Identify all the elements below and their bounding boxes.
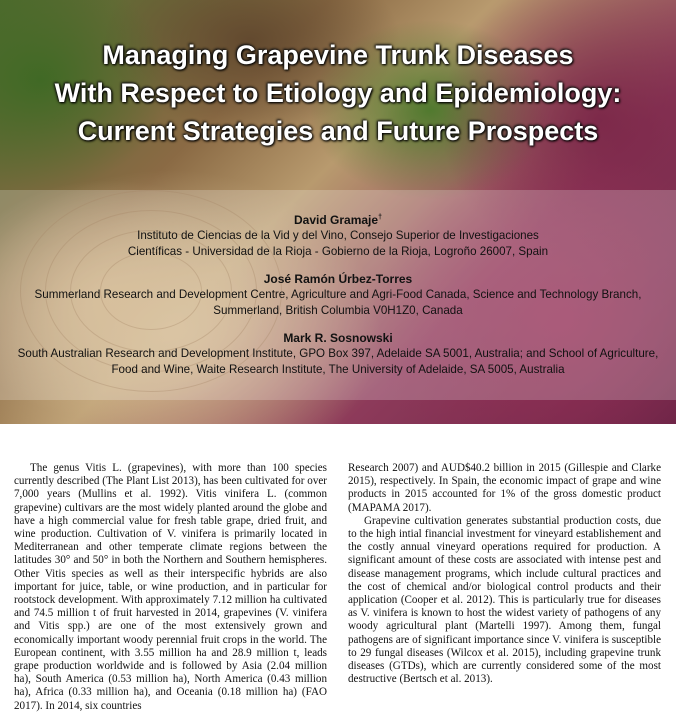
title-line-1: Managing Grapevine Trunk Diseases (102, 40, 574, 70)
author-name: José Ramón Úrbez-Torres (263, 272, 413, 286)
title-line-3: Current Strategies and Future Prospects (77, 116, 599, 146)
body-column-left (14, 462, 327, 713)
author-name: Mark R. Sosnowski (283, 331, 393, 345)
body-paragraph: The genus Vitis L. (grapevines), with more than 100 species currently described (The Plant List 2013), has been cultivated for over 7,000 years (Mullins et al. 1992). Vitis vinifera L. (common grapevine) cultivars are the most widely planted around the globe and have a high commercial value for fresh table grape, dried fruit, and wine production. Cultivation of V. vinifera is primarily located in Mediterranean and other temperate climate regions between the latitudes 30° and 50° in both the Northern and Southern hemispheres. Other Vitis species as well as their interspecific hybrids are also important for juice, table, or wine production, and in particular for rootstock development. With approximately 7.12 million ha cultivated and 74.5 million t of fruit harvested in 2014, grapevines (V. vinifera and Vitis spp.) are one of the most extensively grown and economically important woody perennial fruit crops in the world. The European continent, with 3.55 million ha and 28.9 million t, leads grape production worldwide and is followed by Asia (2.04 million ha), South America (0.53 million ha), North America (0.43 million ha), Africa (0.33 million ha), and Oceania (0.18 million ha) (FAO 2017). In 2014, six countries (14, 462, 327, 712)
author-footnote-mark: † (378, 214, 382, 221)
author-affiliation-line: South Australian Research and Development Institute, GPO Box 397, Adelaide SA 5001, Australia; and School of Agriculture, (17, 347, 659, 360)
paper-title (0, 36, 676, 150)
body-paragraph: Research 2007) and AUD$40.2 billion in 2015 (Gillespie and Clarke 2015), respectively. In Spain, the economic impact of grape and wine products in 2015 accounted for 1% of the gross domestic product (MAPAMA 2017). (348, 462, 661, 514)
body-paragraph: Grapevine cultivation generates substantial production costs, due to the high intial financial investment for vineyard establishement and the costly annual vineyard operations required for production. A significant amount of these costs are associated with intense pest and disease management programs, which include cultural practices and the cost of chemical and/or biological control products and their application (Cooper et al. 2012). This is particularly true for diseases as V. vinifera is known to host the widest variety of pathogens of any woody agricultural plant (Martelli 1997). Among them, fungal pathogens are of significant importance since V. vinifera is susceptible to 29 fungal diseases (Wilcox et al. 2015), including grapevine trunk diseases (GTDs), which are currently considered some of the most destructive (Bertsch et al. 2013). (348, 514, 661, 686)
author-affiliation-line: Summerland Research and Development Centre, Agriculture and Agri-Food Canada, Science and Technology Branch, (34, 288, 642, 301)
author-block (0, 330, 676, 378)
author-name: David Gramaje† (294, 213, 382, 227)
author-block (0, 210, 676, 260)
author-affiliation-line: Food and Wine, Waite Research Institute, The University of Adelaide, SA 5005, Australia (111, 363, 565, 376)
author-list (0, 210, 676, 389)
author-affiliation-line: Summerland, British Columbia V0H1Z0, Canada (213, 304, 463, 317)
body-column-right (348, 462, 661, 686)
author-affiliation-line: Científicas - Universidad de la Rioja - Gobierno de la Rioja, Logroño 26007, Spain (127, 245, 549, 258)
title-line-2: With Respect to Etiology and Epidemiology: (54, 78, 622, 108)
author-affiliation-line: Instituto de Ciencias de la Vid y del Vino, Consejo Superior de Investigaciones (137, 229, 539, 242)
author-block (0, 271, 676, 319)
